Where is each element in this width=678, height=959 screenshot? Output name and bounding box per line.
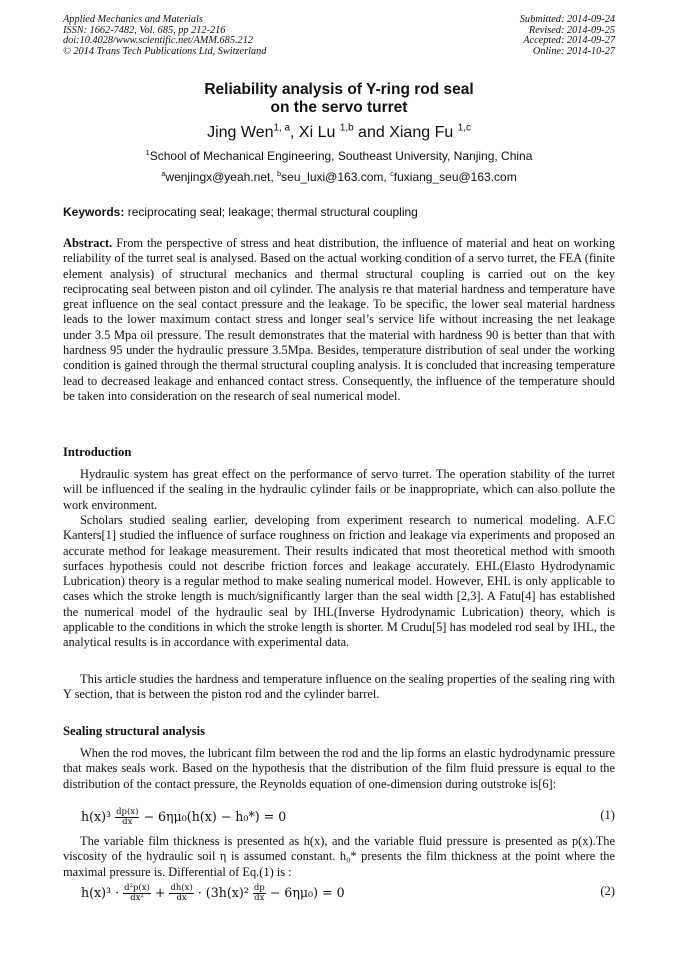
author-name: Jing Wen <box>207 124 274 141</box>
intro-paragraph: This article studies the hardness and temperature influence on the sealing properties of the sealing ring with Y section, that is between the piston rod and the cylinder barrel. <box>63 672 615 702</box>
section-heading-introduction: Introduction <box>63 445 132 459</box>
fraction: $\frac{\text{d²p(x)}}{\text{dx²}}$ <box>124 883 150 903</box>
fraction: $\frac{dp(x)}{dx}$ <box>116 807 139 827</box>
sealing-paragraph: The variable film thickness is presented as h(x), and the variable fluid pressure is presented as p(x).The viscosity of the hydraulic soil η is assumed constant. h₀* presents the film thickness at the point where the maximal pressure is. Differential of Eq.(1) is : <box>63 834 615 879</box>
journal-info <box>63 15 266 57</box>
author-list: Jing Wen$^{1, a}$, Xi Lu $^{1,b}$ and Xiang Fu $^{1,c}$ <box>207 122 471 141</box>
email-link[interactable]: seu_luxi@163.com <box>281 170 384 184</box>
revised-date: Revised: 2014-09-25 <box>528 24 615 36</box>
equation-number: (2) <box>600 884 615 898</box>
author-emails: $^a$wenjingx@yeah.net, $^b$seu_luxi@163.com, $^c$fuxiang_seu@163.com <box>161 169 517 184</box>
fraction: $\frac{dh(x)}{dx}$ <box>170 883 193 903</box>
equation-2: h(x)³ · $\frac{\text{d²p(x)}}{\text{dx²}}$ + $\frac{dh(x)}{dx}$ · (3h(x)² $\frac{dp}{dx}$ − 6ημ₀) = 0 (2) <box>81 883 615 903</box>
issn-line: ISSN: 1662-7482, Vol. 685, pp 212-216 <box>63 24 226 36</box>
intro-paragraph: Scholars studied sealing earlier, developing from experiment research to numerical modeling. A.F.C Kanters[1] studied the influence of surface roughness on friction and leakage via experiments and proposed an accurate method for leakage measurement. Their results indicated that most theoretical method with smooth surfaces hypothesis could not describe friction forces and leakage accurately. EHL(Elasto Hydrodynamic Lubrication) theory is a regular method to make sealing numerical model. However, EHL is only applicable to cases which the stroke length is much/significantly larger than the seal width [2,3]. A Fatu[4] has established the numerical model of the hydraulic seal by IHL(Inverse Hydrodynamic Lubrication) theory, which is applicable to the conditions in which the stroke length is shorter. M Crudu[5] has modeled rod seal by IHL, the analytical results is in accordance with experimental data. <box>63 513 615 650</box>
abstract: Abstract. From the perspective of stress and heat distribution, the influence of material and heat on working reliability of the turret seal is analysed. Based on the actual working condition of a servo turret, the FEA (finite element analysis) of structural mechanics and thermal structural coupling is carried out on the key reciprocating seal between piston and oil cylinder. The analysis re that material hardness and temperature have great influence on the seal contact pressure and the leakage. To be specific, the lower seal material hardness leads to the lower maximum contact stress and longer seal’s service life without increasing the net leakage under 3.5 Mpa oil pressure. The result demonstrates that the material with hardness 90 is better than that with hardness 95 under the hydraulic pressure 3.5Mpa. Besides, temperature distribution of seal under the working condition is gained through the thermal structural coupling analysis. It is concluded that increasing temperature lead to decreased leakage and enhanced contact stress. Consequently, the influence of the temperature should be taken into consideration on the research of seal numerical model. <box>63 236 615 403</box>
intro-paragraph: Hydraulic system has great effect on the performance of servo turret. The operation stability of the turret will be influenced if the sealing in the hydraulic cylinder fails or be inappropriate, which can also pollute the work environment. <box>63 467 615 512</box>
email-link[interactable]: wenjingx@yeah.net <box>165 170 271 184</box>
paper-title: Reliability analysis of Y-ring rod seal on the servo turret <box>204 81 474 116</box>
doi-line: doi:10.4028/www.scientific.net/AMM.685.212 <box>63 35 253 47</box>
affiliation: $^1$School of Mechanical Engineering, Southeast University, Nanjing, China <box>145 148 533 163</box>
equation-number: (1) <box>600 808 615 822</box>
copyright-line: © 2014 Trans Tech Publications Ltd, Switzerland <box>63 45 267 57</box>
online-date: Online: 2014-10-27 <box>532 45 615 57</box>
email-link[interactable]: fuxiang_seu@163.com <box>393 170 517 184</box>
journal-name: Applied Mechanics and Materials <box>63 14 203 25</box>
sealing-paragraph: When the rod moves, the lubricant film between the rod and the lip forms an elastic hydrodynamic pressure that makes seals work. Based on the hypothesis that the distribution of the film fluid pressure is equal to the distribution of the contact pressure, the Reynolds equation of one-dimension during outstroke is[6]: <box>63 746 615 791</box>
author-name: Xi Lu <box>298 124 336 141</box>
accepted-date: Accepted: 2014-09-27 <box>523 35 615 47</box>
fraction: $\frac{dp}{dx}$ <box>253 883 265 903</box>
author-name: Xiang Fu <box>389 124 454 141</box>
equation-1: h(x)³ $\frac{dp(x)}{dx}$ − 6ημ₀(h(x) − h₀*) = 0 (1) <box>81 807 615 827</box>
dates-info <box>520 15 615 57</box>
keywords: Keywords: reciprocating seal; leakage; thermal structural coupling <box>63 205 418 219</box>
section-heading-sealing: Sealing structural analysis <box>63 724 206 738</box>
submitted-date: Submitted: 2014-09-24 <box>519 14 615 25</box>
